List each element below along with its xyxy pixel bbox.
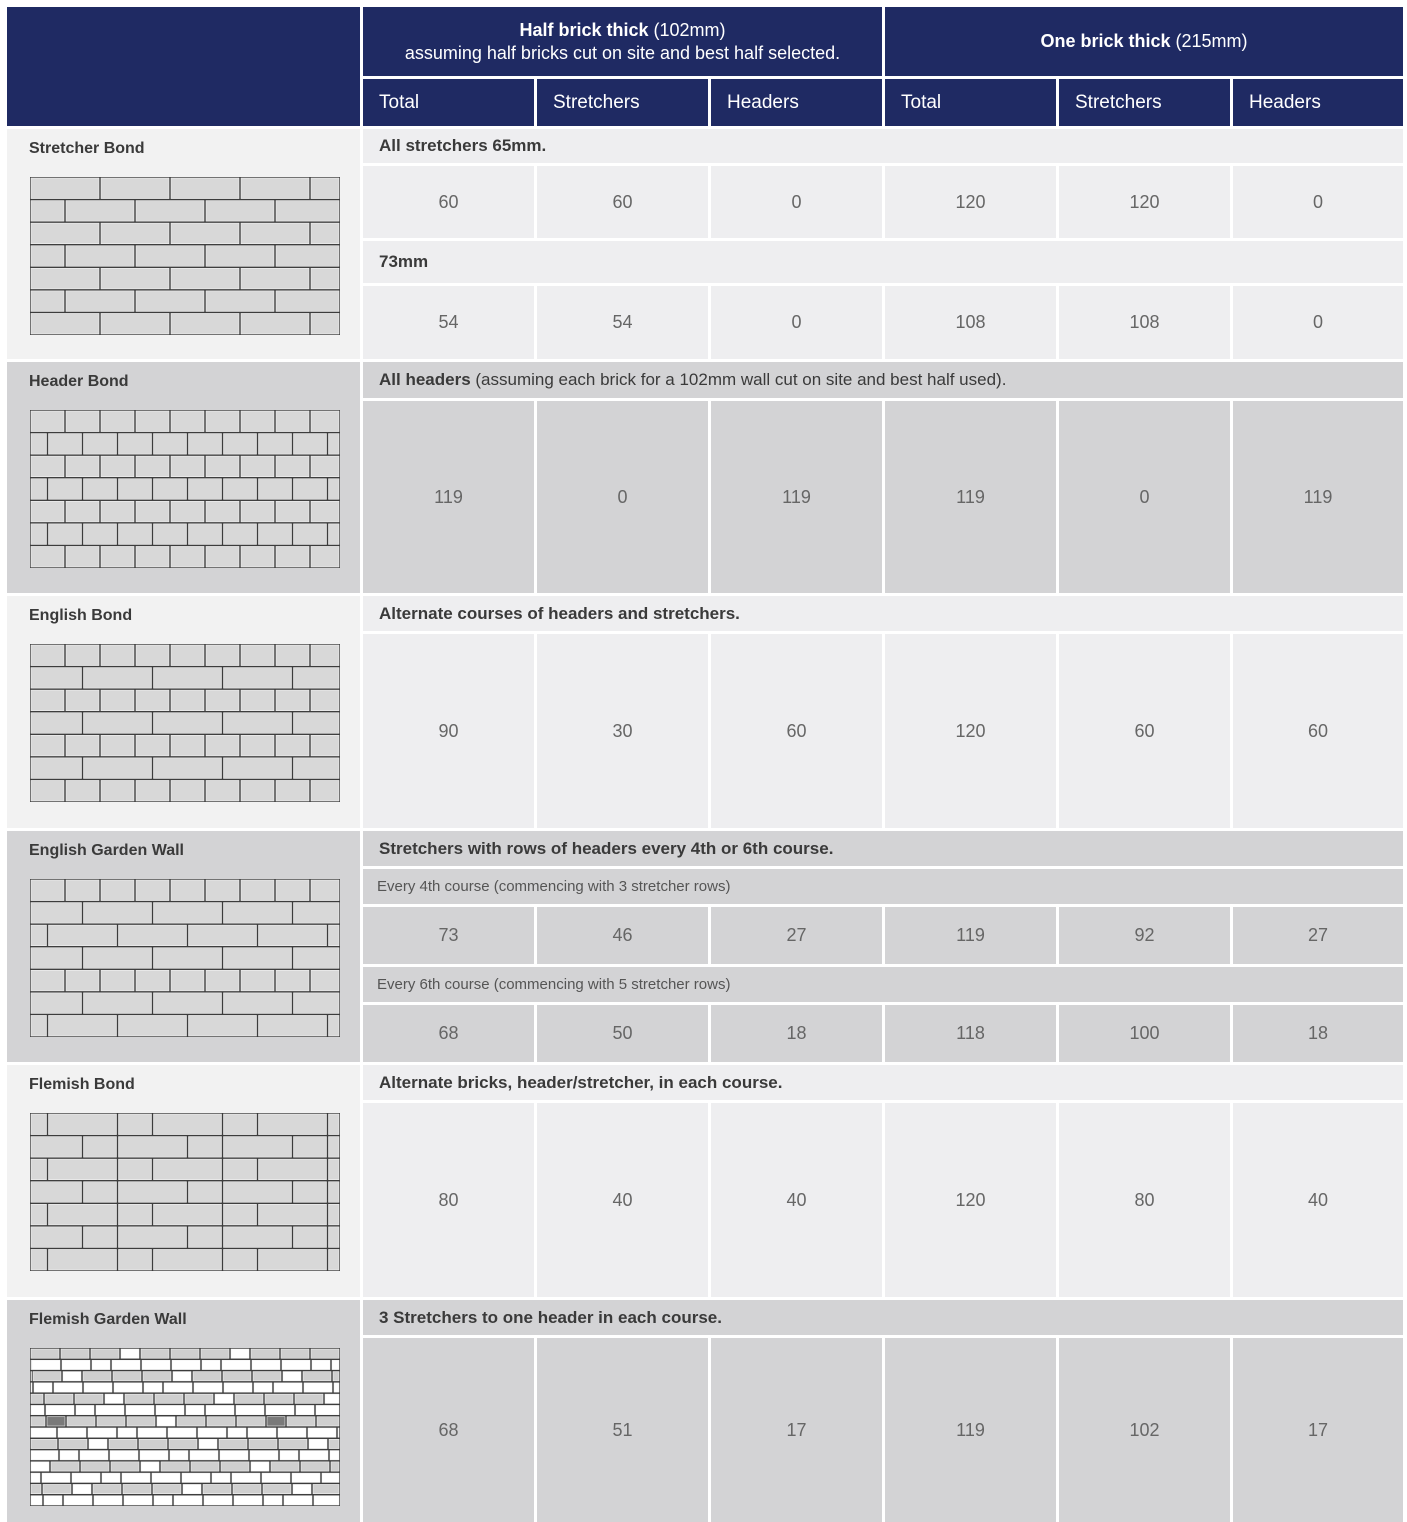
table-cell: 0 <box>1059 401 1230 593</box>
description-note: (assuming each brick for a 102mm wall cut on site and best half used). <box>470 370 1007 389</box>
bond-sub-description: Every 6th course (commencing with 5 stretcher rows) <box>363 967 1403 1002</box>
table-cell: 0 <box>537 401 708 593</box>
table-cell: 60 <box>1233 634 1403 828</box>
header-one-brick <box>885 7 1403 76</box>
table-cell: 119 <box>885 401 1056 593</box>
table-cell: 0 <box>711 166 882 238</box>
table-cell: 68 <box>363 1005 534 1062</box>
brick-pattern-illustration <box>30 1113 340 1271</box>
description-bold: Alternate courses of headers and stretchers. <box>379 603 740 623</box>
bond-description <box>363 241 1403 283</box>
table-cell: 60 <box>711 634 882 828</box>
bond-name: Flemish Bond <box>29 1076 135 1093</box>
table-cell: 40 <box>711 1103 882 1297</box>
brick-pattern-illustration <box>30 410 340 568</box>
bond-description <box>363 1300 1403 1335</box>
table-cell: 119 <box>711 401 882 593</box>
table-cell: 108 <box>885 286 1056 359</box>
brick-pattern-illustration <box>30 879 340 1037</box>
table-cell: 80 <box>363 1103 534 1297</box>
table-cell: 60 <box>363 166 534 238</box>
bond-name: Flemish Garden Wall <box>29 1311 187 1328</box>
table-cell: 0 <box>711 286 882 359</box>
description-bold: Alternate bricks, header/stretcher, in each course. <box>379 1072 783 1092</box>
table-cell: 120 <box>885 1103 1056 1297</box>
bond-name: Header Bond <box>29 373 129 390</box>
table-cell: 50 <box>537 1005 708 1062</box>
table-cell: 0 <box>1233 286 1403 359</box>
table-cell: 51 <box>537 1338 708 1522</box>
table-cell: 119 <box>363 401 534 593</box>
table-cell: 119 <box>885 907 1056 964</box>
bond-name: Stretcher Bond <box>29 140 145 157</box>
table-cell: 27 <box>1233 907 1403 964</box>
table-cell: 60 <box>1059 634 1230 828</box>
table-cell: 27 <box>711 907 882 964</box>
table-cell: 119 <box>885 1338 1056 1522</box>
description-bold: 3 Stretchers to one header in each course. <box>379 1307 722 1327</box>
table-cell: 90 <box>363 634 534 828</box>
table-cell: 102 <box>1059 1338 1230 1522</box>
header-corner <box>7 7 360 126</box>
table-cell: 118 <box>885 1005 1056 1062</box>
bond-description <box>363 129 1403 163</box>
table-cell: 18 <box>1233 1005 1403 1062</box>
table-cell: 119 <box>1233 401 1403 593</box>
description-bold: All headers <box>379 370 471 389</box>
bond-sub-description: Every 4th course (commencing with 3 stretcher rows) <box>363 869 1403 904</box>
one-brick-title: One brick thick <box>1040 31 1171 51</box>
table-cell: 80 <box>1059 1103 1230 1297</box>
table-cell: 100 <box>1059 1005 1230 1062</box>
one-brick-dim: (215mm) <box>1175 31 1248 51</box>
column-header: Total <box>363 79 534 126</box>
column-header: Headers <box>711 79 882 126</box>
brick-pattern-illustration <box>30 177 340 335</box>
table-cell: 54 <box>537 286 708 359</box>
bond-name: English Bond <box>29 607 133 624</box>
brick-pattern-illustration <box>30 644 340 802</box>
bond-description <box>363 362 1403 398</box>
table-cell: 30 <box>537 634 708 828</box>
table-cell: 73 <box>363 907 534 964</box>
table-cell: 40 <box>537 1103 708 1297</box>
table-cell: 120 <box>885 634 1056 828</box>
half-brick-title: Half brick thick <box>519 19 649 40</box>
description-bold: Stretchers with rows of headers every 4th or 6th course. <box>379 838 834 858</box>
column-header: Total <box>885 79 1056 126</box>
brick-pattern-illustration <box>30 1348 340 1506</box>
table-cell: 120 <box>1059 166 1230 238</box>
table-cell: 17 <box>1233 1338 1403 1522</box>
column-header: Headers <box>1233 79 1403 126</box>
half-brick-note: assuming half bricks cut on site and best half selected. <box>404 42 841 63</box>
column-header: Stretchers <box>1059 79 1230 126</box>
table-cell: 17 <box>711 1338 882 1522</box>
table-cell: 120 <box>885 166 1056 238</box>
table-cell: 46 <box>537 907 708 964</box>
bond-name: English Garden Wall <box>29 842 184 859</box>
bond-description <box>363 831 1403 866</box>
table-cell: 54 <box>363 286 534 359</box>
table-cell: 0 <box>1233 166 1403 238</box>
bond-description <box>363 1065 1403 1100</box>
header-half-brick <box>363 7 882 76</box>
table-cell: 18 <box>711 1005 882 1062</box>
table-cell: 108 <box>1059 286 1230 359</box>
table-cell: 40 <box>1233 1103 1403 1297</box>
description-bold: All stretchers 65mm. <box>379 136 547 155</box>
table-cell: 68 <box>363 1338 534 1522</box>
bond-description <box>363 596 1403 631</box>
column-header: Stretchers <box>537 79 708 126</box>
table-cell: 92 <box>1059 907 1230 964</box>
half-brick-dim: (102mm) <box>653 19 726 40</box>
table-cell: 60 <box>537 166 708 238</box>
description-bold: 73mm <box>379 252 429 271</box>
